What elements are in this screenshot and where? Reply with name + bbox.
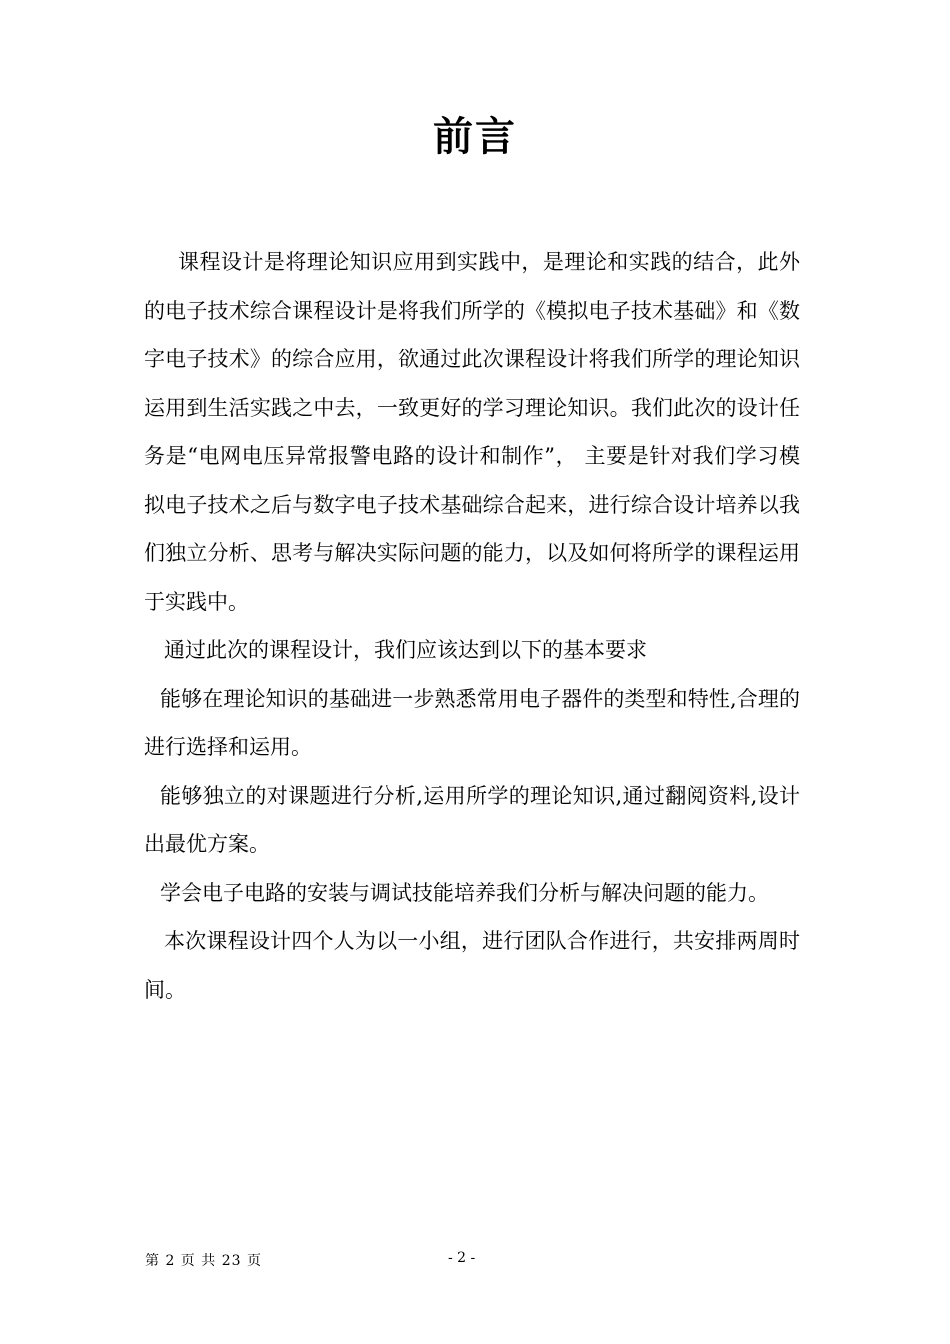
paragraph-requirement-3: 学会电子电路的安装与调试技能培养我们分析与解决问题的能力。	[160, 880, 769, 905]
paragraph-requirement-2: 能够独立的对课题进行分析,运用所学的理论知识,通过翻阅资料,设计出最优方案。	[144, 783, 800, 856]
footer-page-number: - 2 -	[448, 1250, 476, 1266]
footer-page-info: 第 2 页 共 23 页	[145, 1253, 262, 1269]
paragraph-intro: 课程设计是将理论知识应用到实践中，是理论和实践的结合，此外的电子技术综合课程设计是将我们所学的《模拟电子技术基础》和《数字电子技术》的综合应用，欲通过此次课程设计将我们所学的理论知识运用到生活实践之中去，一致更好的学习理论知识。我们此次的设计任务是“电网电压异常报警电路的设计和制作”， 主要是针对我们学习模拟电子技术之后与数字电子技术基础综合起来，进行综合设计培养以我们独立分析、思考与解决实际问题的能力，以及如何将所学的课程运用于实践中。	[144, 250, 800, 614]
body-text	[144, 238, 800, 1014]
page-title: 前言	[433, 114, 517, 160]
paragraph-requirements-lead: 通过此次的课程设计，我们应该达到以下的基本要求	[164, 638, 647, 662]
paragraph-requirement-1: 能够在理论知识的基础进一步熟悉常用电子器件的类型和特性,合理的进行选择和运用。	[144, 686, 800, 759]
paragraph-team: 本次课程设计四个人为以一小组，进行团队合作进行，共安排两周时间。	[144, 929, 800, 1002]
